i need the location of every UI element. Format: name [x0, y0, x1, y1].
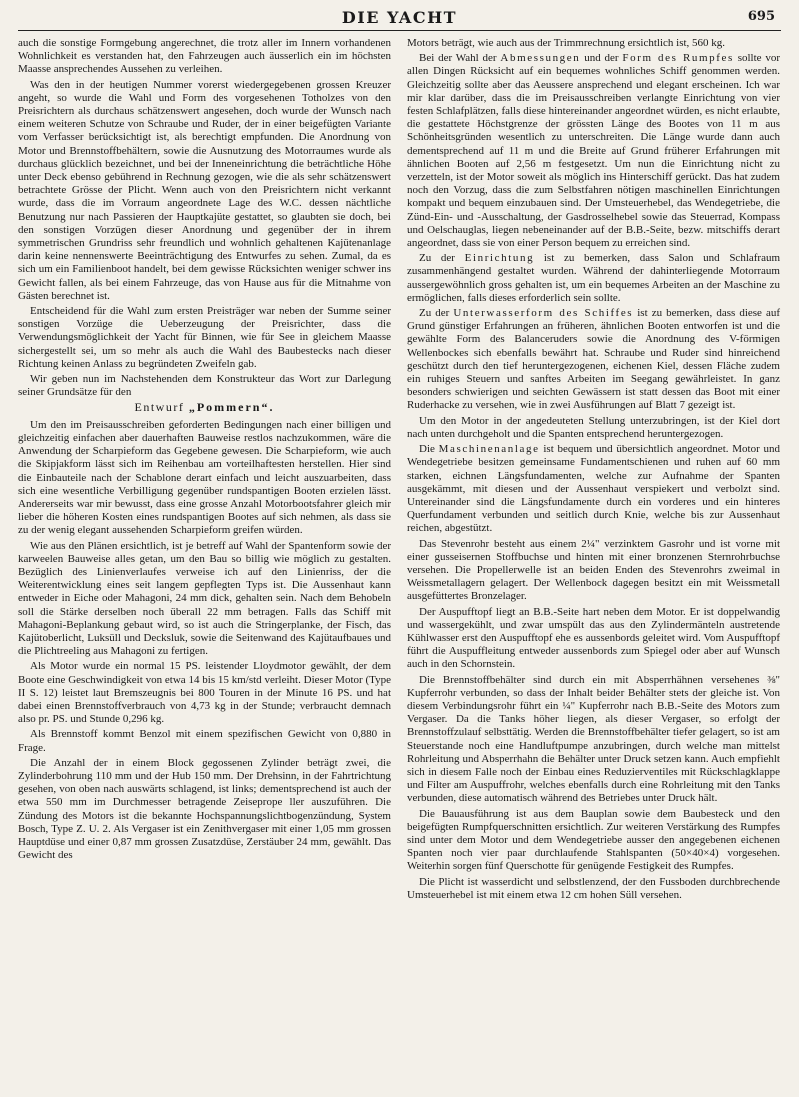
- paragraph: Als Brennstoff kommt Benzol mit einem spezifischen Gewicht von 0,880 in Frage.: [18, 728, 391, 754]
- paragraph: Die Plicht ist wasserdicht und selbstlenzend, der den Fussboden durchbrechende Umsteuerhebel ist mit einem etwa 12 cm hohen Süll versehen.: [407, 875, 780, 901]
- paragraph: Wir geben nun im Nachstehenden dem Konstrukteur das Wort zur Darlegung seiner Grundsätze für den: [18, 373, 391, 399]
- text-run: ist bequem und übersichtlich angeordnet. Motor und Wendegetriebe besitzen gemeinsame Fundamentschienen und ruhen auf 60 mm starken, eichnen Längsfundamenten, welche zur Aufnahme der Spanten ausgekämmt, mit diesen und der Aussenhaut verspiekert und verbolzt sind. Untereinander sind die Längsfundamente durch ein vorderes und ein hinteres Querfundament verbunden und seitlich durch Knie, welche bis zur Aussenhaut reichen, abgestützt.: [407, 443, 780, 535]
- paragraph: Die Anzahl der in einem Block gegossenen Zylinder beträgt zwei, die Zylinderbohrung 110 mm und der Hub 150 mm. Der Drehsinn, in der Fahrtrichtung gesehen, von oben nach auswärts schlagend, ist links; dementsprechend ist auch der etwa 550 mm im Durchmesser betragende Zeiseprope ller auszuführen. Die Zündung des Motors ist die bekannte Hochspannungslichtbogenzündung, System Bosch, Type Z. U. 2. Als Vergaser ist ein Zenithvergaser mit einer 1,05 mm grossen Hauptdüse und einer 0,87 mm grossen Zusatzdüse, Zerstäuber 24 mm, gewählt. Das Gewicht des: [18, 756, 391, 862]
- paragraph: Motors beträgt, wie auch aus der Trimmrechnung ersichtlich ist, 560 kg.: [407, 37, 726, 49]
- text-run: und der: [584, 52, 619, 65]
- paragraph: Um den Motor in der angedeuteten Stellung unterzubringen, ist der Kiel dort nach unten durchgeholt und die Spanten entsprechend heruntergezogen.: [407, 414, 780, 440]
- left-column: [18, 37, 391, 904]
- paragraph: Als Motor wurde ein normal 15 PS. leistender Lloydmotor gewählt, der dem Boote eine Geschwindigkeit von etwa 14 bis 15 km/std verleiht. Dieser Motor (Type II S. 12) leistet laut Bremszeugnis bei 800 Touren in der Minute 16 PS. und hat dabei einen Brennstoffverbrauch von 4,73 kg in der Stunde; verbraucht demnach also pr. PS. und Stunde 0,296 kg.: [18, 660, 391, 726]
- right-column: [407, 37, 780, 904]
- heading-design-name: „Pommern“.: [188, 400, 275, 415]
- text-run: Die: [419, 443, 435, 456]
- paragraph: Das Stevenrohr besteht aus einem 2¼" verzinktem Gasrohr und ist vorne mit einer gusseisernen Stoffbuchse und hinten mit einer bronzenen Sternrohrbuchse versehen. Die Propellerwelle ist an beiden Enden des Stevenrohrs zweimal in Weissmetallagern gelagert. Der Wellenbock dagegen besitzt ein mit Weissmetall ausgefüttertes Bronzelager.: [407, 537, 780, 603]
- text-run: ist zu bemerken, dass diese auf Grund günstiger Erfahrungen an früheren, ähnlichen Booten entworfen ist und die gewählte Form des Balanceruders sowie die Anordnung des V-förmigen Wellenbockes sich ebenfalls bewährt hat. Schraube und Ruder sind hinreichend geschützt durch den tief heruntergezogenen, eichenen Kiel, dessen Fläche zudem ein ruhiges Steuern und sanftes Arbeiten im Seegang gewährleistet. In ganz besonders schwierigen und seichten Gewässern ist statt dessen das Boot mit einer Ruderhacke zu versehen, wie in zwei Ausführungen auf Blatt 7 gezeigt ist.: [407, 307, 781, 412]
- text-run: Bei der Wahl der: [419, 52, 497, 65]
- paragraph: Was den in der heutigen Nummer vorerst wiedergegebenen grossen Kreuzer angeht, so wurde die Wahl und Form des vorgesehenen Totholzes von den Preisrichtern als durchaus schätzenswert angesehen, doch wurde der Wunsch nach einem weiteren Schutze von Schraube und Ruder, der in einer beigefügten Variante vom Verfasser berücksichtigt ist, als berechtigt empfunden. Die Anordnung von Motor und Brennstoffbehältern, sowie die Ausnutzung des Motorraumes wurde als durchaus glücklich bezeichnet, und bei der Inneneinrichtung die beträchtliche Höhe unter Deck ebenso gebührend in Rechnung gezogen, wie die als sehr schätzenswert betrachtete Grösse der Plicht. Wenn auch von den Preisrichtern nicht verkannt wurde, dass die im Vorraum angeordnete Lage des W.C. dessen nächtliche Benutzung nur nach Passieren der Hauptkajüte gestattet, so glaubten sie doch, bei den sonstigen Vorzügen dieser Anordnung und gegenüber der in ihrem symmetrischen Grundriss sehr freundlich und wohnlich gehaltenen Kajütenanlage darin keine nennenswerte Beeinträchtigung des Entwurfes zu sehen. Zumal, da es sich um ein Familienboot handelt, bei dem gewisse Rücksichten weniger schwer ins Gewicht fallen, als bei einem Fahrzeuge, das von Hause aus für die Mitnahme von Gästen berechnet ist.: [18, 78, 391, 302]
- spaced-term: Maschinenanlage: [438, 443, 540, 456]
- paragraph: Die Bauausführung ist aus dem Bauplan sowie dem Baubesteck und den beigefügten Rumpfquerschnitten ersichtlich. Zur weiteren Verstärkung des Rumpfes sind unter dem Motor und dem Wendegetriebe ausser den angegebenen eichenen Spanten noch vier paar durchlaufende Stahlspanten (50×40×4) vorgesehen. Weiterhin sorgen fünf Querschotte für genügende Festigkeit des Rumpfes.: [407, 807, 780, 873]
- paragraph: [407, 252, 780, 305]
- paragraph: Die Brennstoffbehälter sind durch ein mit Absperrhähnen versehenes ⅜" Kupferrohr verbunden, so dass der Inhalt beider Behälter stets der gleiche ist. Von diesem Verbindungsrohr führt ein ¼" Kupferrohr nach B.B.-Seite des Motors zum Vergaser. Da die Tanks höher liegen, als dieser Vergaser, so erfolgt der Brennstoffzulauf selbsttätig. Werden die Brennstoffbehälter tiefer gelagert, so ist am Steuerstande noch eine Handluftpumpe anzubringen, durch welche man mittelst Rohrleitung und Absperrhahn die Behälter unter Druck setzen kann. Auch empfiehlt sich in diesem Falle noch der Einbau eines Reduzierventiles mit Rückschlagklappe und Filter am Auspuffrohr, welches ebenfalls durch eine Rohrleitung mit den Tanks verbunden, diese automatisch während des Betriebes unter Druck hält.: [407, 673, 780, 805]
- paragraph: Entscheidend für die Wahl zum ersten Preisträger war neben der Summe seiner sonstigen Vorzüge die Ueberzeugung der Preisrichter, dass die Verwendungsmöglichkeit der Yacht für Binnen, wie für See in gleichem Maasse sichergestellt sei, um so mehr als auch die Wahl des Baubestecks nach dieser Richtung keinen Anlass zu begründeten Zweifeln gab.: [18, 305, 391, 370]
- spaced-term: Einrichtung: [464, 252, 535, 265]
- spaced-term: Unterwasserform des Schiffes: [453, 307, 634, 320]
- spaced-term: Abmessungen: [500, 52, 581, 65]
- heading-prefix: Entwurf: [134, 400, 185, 415]
- text-run: Zu der: [419, 307, 450, 320]
- page-header: [18, 6, 781, 31]
- spaced-term: Form des Rumpfes: [622, 52, 734, 65]
- text-run: ist zu bemerken, dass Salon und Schlafraum zusammenhängend gestaltet wurden. Während der dahinterliegende Motorraum aussergewöhnlich gross gehalten ist, um ein bequemes Arbeiten an der Maschine zu ermöglichen, falls dieses erforderlich sein sollte.: [407, 252, 781, 304]
- paragraph: Um den im Preisausschreiben geforderten Bedingungen nach einer billigen und gleichzeitig einfachen aber dauerhaften Bauweise restlos nachzukommen, wäre die Anwendung der Scharpieform das Gegebene gewesen. Die Scharpieform, wie auch die Skipjakform lässt sich im Reihenbau am vorteilhaftesten herstellen. Hier sind die Einbauteile nach der Schablone derart einfach und leicht auszuarbeiten, dass sich eine wesentliche Verbilligung gegenüber rundspantigen Booten erzielen lässt. Andererseits war mir bewusst, dass eine grosse Anzahl Motorbootsfahrer gleich mir lieber die höheren Kosten eines rundspantigen Bootes auf sich nehmen, als dass sie zu der wenig elegant aussehenden Scharpieform greifen würden.: [18, 418, 391, 537]
- page-number: 695: [747, 9, 775, 24]
- text-columns: [18, 37, 781, 904]
- running-title: DIE YACHT: [341, 8, 458, 27]
- section-heading: [18, 401, 391, 414]
- paragraph: auch die sonstige Formgebung angerechnet, die trotz aller im Innern vorhandenen Wohnlichkeit es verstanden hat, den Fahrzeugen auch äusserlich ein im höchsten Maasse ansprechendes Aussehen zu verleihen.: [18, 37, 391, 76]
- paragraph: [407, 52, 780, 250]
- paragraph: Der Auspufftopf liegt an B.B.-Seite hart neben dem Motor. Er ist doppelwandig und wassergekühlt, und zwar umspült das aus den Zylindermänteln austretende Kühlwasser erst den Auspufftopf ehe es aussenbords geleitet wird. Vom Auspufftopf führt die Auspuffleitung entweder aussenbords zum Spiegel oder aber auf Wunsch auch in den Schornstein.: [407, 605, 780, 671]
- paragraph: [407, 443, 780, 535]
- text-run: Zu der: [419, 252, 455, 265]
- paragraph: [407, 307, 780, 413]
- text-run: sollte vor allen Dingen Rücksicht auf ein bequemes wohnliches Schiff genommen werden. Gleichzeitig sollte aber das Aeussere ansprechend und elegant erscheinen. Ich war mir klar darüber, dass die im Preisausschreiben verlangte Einrichtung von vier festen Schlafplätzen, falls diese hintereinander angeordnet würden, es nicht erlaubte, die gestattete Höchstgrenze der grössten Länge des Bootes von 11 m aus Schönheitsgründen wesentlich zu unterschreiten. Die Länge wurde dann auch dementsprechend auf 11 m und die Breite auf Grund früherer Erfahrungen mit ähnlichen Booten auf 2,56 m festgesetzt. Um nun die Einrichtung nicht zu verzetteln, ist der Motor soweit als möglich ins Hinterschiff gerückt. Das hat zudem noch den Vorzug, dass die zum Selbstfahren nötigen maschinellen Einrichtungen kompakt und bequem einzubauen sind. Der Umsteuerhebel, das Wendegetriebe, die Zünd-Ein- und -Ausschaltung, der Gasdrosselhebel sowie das Steuerrad, Kompass und Oelschauglas, liegen nebeneinander auf der B.B.-Seite, bezw. mitschiffs derart angeordnet, dass sie von einer Person bequem zu erreichen sind.: [407, 52, 781, 250]
- paragraph: Wie aus den Plänen ersichtlich, ist je betreff auf Wahl der Spantenform sowie der karweelen Bauweise alles getan, um den Bau so billig wie möglich zu gestalten. Bezüglich des Linienverlaufes verweise ich auf den Linienriss, der die Weiterentwicklung eines seit langem gepflegten Typs ist. Die Aussenhaut kann entweder in Eiche oder Mahagoni, 24 mm dick, gehalten sein. Nach dem Behobeln soll die Stärke derselben noch überall 22 mm betragen. Falls das Schiff mit Mahagoni-Beplankung gebaut wird, so ist auch die Stringerplanke, der Fisch, das Kajütoberlicht, Luksüll und Decksluk, sowie die Seitenwand des Kajütaufbaues und die Plichtreeling aus Mahagoni zu fertigen.: [18, 539, 391, 658]
